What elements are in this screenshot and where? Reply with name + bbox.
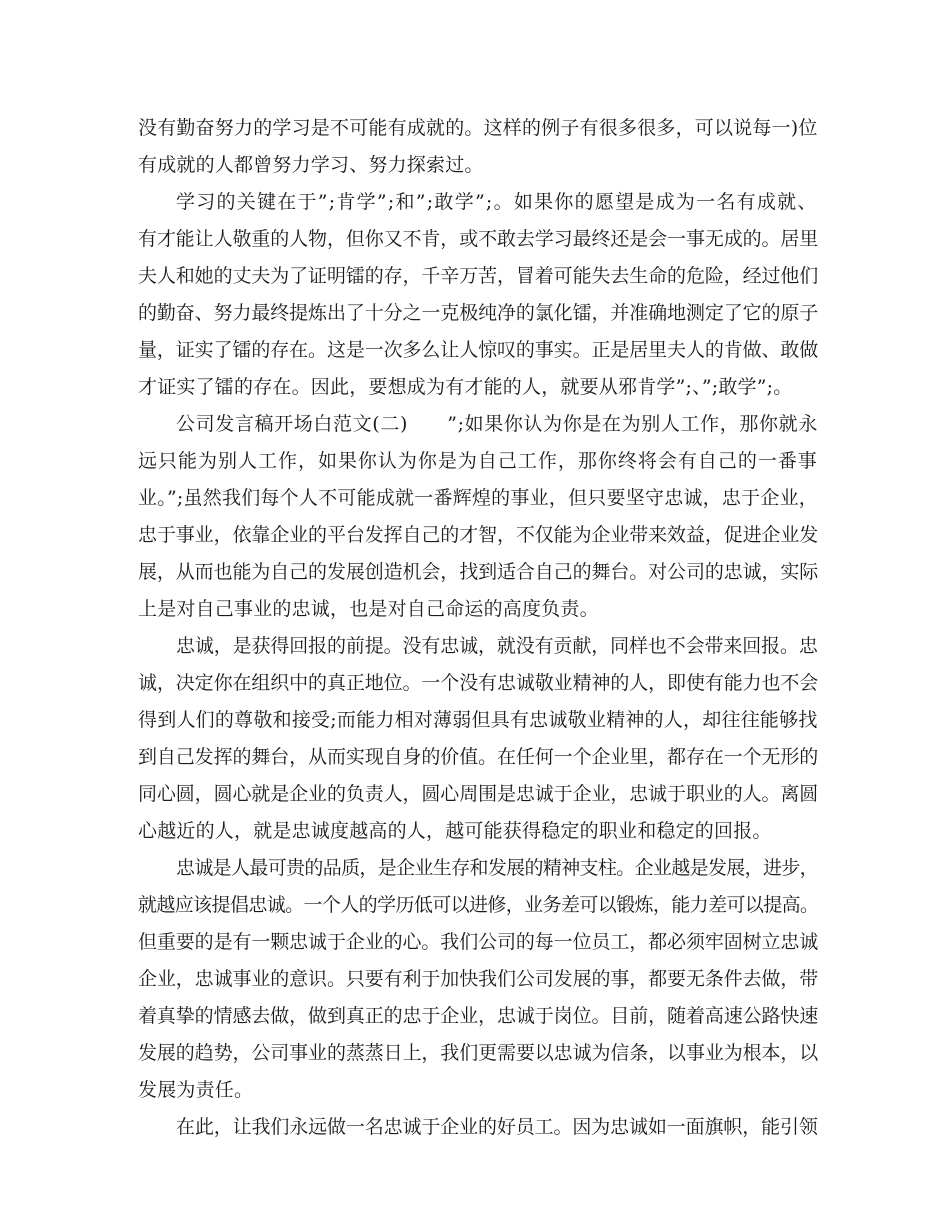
text-line: 没有勤奋努力的学习是不可能有成就的。这样的例子有很多很多，可以说每一)位 <box>138 117 818 139</box>
text-line: 着真挚的情感去做，做到真正的忠于企业，忠诚于岗位。目前，随着高速公路快速 <box>138 1005 819 1027</box>
text-line: 学习的关键在于”;肯学”;和”;敢学”;。如果你的愿望是成为一名有成就、 <box>176 191 818 213</box>
text-line: 在此，让我们永远做一名忠诚于企业的好员工。因为忠诚如一面旗帜，能引领 <box>176 1116 818 1138</box>
text-line: 发展的趋势，公司事业的蒸蒸日上，我们更需要以忠诚为信条，以事业为根本，以 <box>138 1042 819 1064</box>
text-line: 到自己发挥的舞台，从而实现自身的价值。在任何一个企业里，都存在一个无形的 <box>138 746 819 768</box>
text-line: 忠于事业，依靠企业的平台发挥自己的才智，不仅能为企业带来效益，促进企业发 <box>138 524 819 546</box>
text-line: 得到人们的尊敬和接受;而能力相对薄弱但具有忠诚敬业精神的人，却往往能够找 <box>138 709 818 731</box>
text-line: 远只能为别人工作，如果你认为你是为自己工作，那你终将会有自己的一番事 <box>138 450 818 472</box>
text-line: 有成就的人都曾努力学习、努力探索过。 <box>138 154 484 176</box>
text-line: 发展为责任。 <box>138 1079 254 1101</box>
text-line: 才证实了镭的存在。因此，要想成为有才能的人，就要从邪肯学”;、”;敢学”;。 <box>138 376 793 398</box>
text-line: 但重要的是有一颗忠诚于企业的心。我们公司的每一位员工，都必须牢固树立忠诚 <box>138 931 819 953</box>
text-line: 企业，忠诚事业的意识。只要有利于加快我们公司发展的事，都要无条件去做，带 <box>138 968 819 990</box>
text-line: 展，从而也能为自己的发展创造机会，找到适合自己的舞台。对公司的忠诚，实际 <box>138 561 819 583</box>
text-line: 同心圆，圆心就是企业的负责人，圆心周围是忠诚于企业，忠诚于职业的人。离圆 <box>138 783 819 805</box>
text-line: 夫人和她的丈夫为了证明镭的存，千辛万苦，冒着可能失去生命的危险，经过他们 <box>138 265 819 287</box>
text-line: 诚，决定你在组织中的真正地位。一个没有忠诚敬业精神的人，即使有能力也不会 <box>138 672 819 694</box>
text-line: 的勤奋、努力最终提炼出了十分之一克极纯净的氯化镭，并准确地测定了它的原子 <box>138 302 819 324</box>
text-line: 上是对自己事业的忠诚，也是对自己命运的高度负责。 <box>138 598 599 620</box>
text-line: 有才能让人敬重的人物，但你又不肯，或不敢去学习最终还是会一事无成的。居里 <box>138 228 819 250</box>
text-line: 忠诚是人最可贵的品质，是企业生存和发展的精神支柱。企业越是发展，进步， <box>176 857 819 879</box>
text-line: 公司发言稿开场白范文(二) ”;如果你认为你是在为别人工作，那你就永 <box>176 413 818 435</box>
text-line: 心越近的人，就是忠诚度越高的人，越可能获得稳定的职业和稳定的回报。 <box>138 820 772 842</box>
text-line: 忠诚，是获得回报的前提。没有忠诚，就没有贡献，同样也不会带来回报。忠 <box>176 635 818 657</box>
text-line: 量，证实了镭的存在。这是一次多么让人惊叹的事实。正是居里夫人的肯做、敢做 <box>138 339 819 361</box>
text-line: 就越应该提倡忠诚。一个人的学历低可以进修，业务差可以锻炼，能力差可以提高。 <box>138 894 819 916</box>
text-line: 业。”;虽然我们每个人不可能成就一番辉煌的事业，但只要坚守忠诚，忠于企业， <box>138 487 819 509</box>
